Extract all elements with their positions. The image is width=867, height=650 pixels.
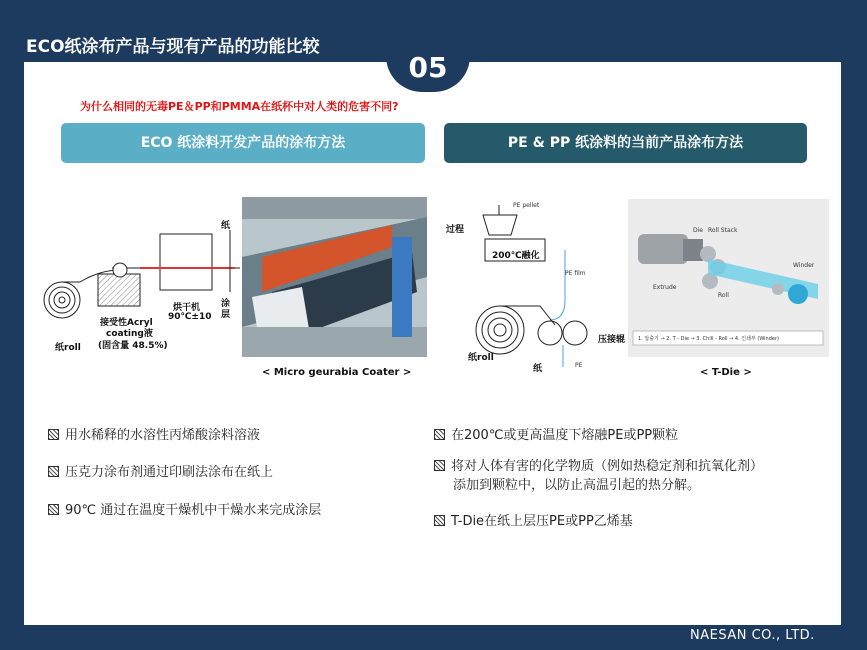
process-label: 过程: [446, 225, 465, 235]
tdie-illustration: [628, 199, 829, 357]
coater-machine-photo: [242, 197, 427, 357]
tdie-die-label: Die: [693, 227, 703, 234]
left-bullet-1: 用水稀释的水溶性丙烯酸涂料溶液: [48, 424, 260, 443]
dryer-label-1: 烘干机: [173, 303, 201, 313]
tdie-roll-label: Roll: [718, 292, 729, 299]
dryer-box-icon: [140, 234, 235, 290]
tdie-extrude-label: Extrude: [653, 284, 677, 291]
press-roller-label: 压接辊: [598, 335, 626, 345]
coat-label-2: 层: [221, 310, 231, 320]
left-bullet-3: 90℃ 通过在温度干燥机中干燥水来完成涂层: [48, 499, 321, 518]
tdie-steps-label: 1. 압출기 → 2. T - Die → 3. Chill - Roll → 4. 인쇄부 (Winder): [638, 336, 779, 342]
right-bullet-3: T-Die在纸上层压PE或PP乙烯基: [434, 510, 633, 529]
paper-web-line: [62, 268, 240, 282]
slide-number: 05: [386, 42, 470, 92]
paper-label: 纸: [221, 221, 231, 231]
right-bullet-2-continuation: 添加到颗粒中，以防止高温引起的热分解。: [453, 478, 701, 493]
bullet-mark-icon: [434, 515, 445, 526]
right-bullet-2: 将对人体有害的化学物质（例如热稳定剂和抗氧化剂） 添加到颗粒中，以防止高温引起的热分解。: [434, 457, 814, 495]
paper-roll-label-right: 纸roll: [468, 353, 494, 363]
tdie-caption: < T-Die >: [700, 367, 752, 378]
tdie-roll-stack-label: Roll Stack: [708, 227, 738, 234]
left-photo-caption: < Micro geurabia Coater >: [262, 367, 412, 378]
film-label: PE film: [565, 270, 586, 277]
paper-roll-label: 纸roll: [55, 343, 81, 353]
left-bullet-2: 压克力涂布剂通过印刷法涂布在纸上: [48, 461, 273, 480]
slide-title: ECO纸涂布产品与现有产品的功能比较: [26, 37, 320, 57]
coat-label-1: 涂: [221, 299, 231, 309]
bullet-mark-icon: [48, 504, 59, 515]
tdie-winder-label: Winder: [793, 262, 815, 269]
pe-film-line: [550, 250, 565, 320]
tank-label-3: (固含量 48.5%): [98, 341, 168, 351]
bullet-mark-icon: [48, 429, 59, 440]
paper-label-right: 纸: [533, 364, 543, 374]
melt-label: 200℃融化: [492, 251, 540, 261]
tank-label-2: coating液: [106, 329, 153, 339]
press-rollers-icon: [538, 321, 587, 345]
left-header: ECO 纸涂料开发产品的涂布方法: [61, 123, 425, 163]
bullet-mark-icon: [48, 466, 59, 477]
paper-roll-icon: [476, 306, 524, 354]
paper-roll-icon: [44, 282, 80, 318]
bullet-mark-icon: [434, 460, 445, 471]
company-name: NAESAN CO., LTD.: [690, 628, 815, 643]
pe-label: PE: [575, 362, 583, 369]
pellet-label: PE pellet: [513, 202, 540, 209]
dryer-label-2: 90℃±10: [168, 312, 212, 322]
coating-tank-icon: [98, 263, 140, 306]
right-header: PE & PP 纸涂料的当前产品涂布方法: [444, 123, 807, 163]
question-text: 为什么相同的无毒PE＆PP和PMMA在纸杯中对人类的危害不同?: [80, 100, 399, 113]
tank-label-1: 接受性Acryl: [100, 318, 153, 328]
bullet-mark-icon: [434, 429, 445, 440]
right-bullet-1: 在200℃或更高温度下熔融PE或PP颗粒: [434, 424, 678, 443]
